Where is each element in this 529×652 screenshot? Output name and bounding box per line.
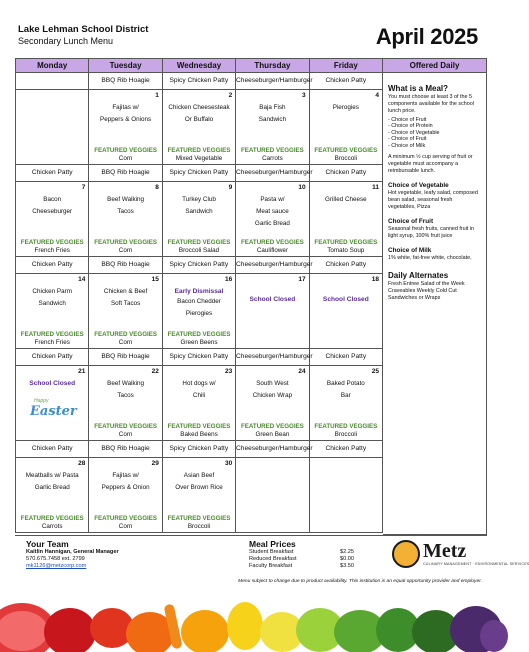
- featured-veggie: French Fries: [34, 247, 70, 254]
- featured-veggie: Green Beens: [180, 339, 218, 346]
- menu-item: Soft Tacos: [110, 300, 141, 307]
- alternates-title: Daily Alternates: [388, 271, 449, 281]
- entree-cell-wednesday: Spicy Chicken Patty: [163, 257, 236, 274]
- day-cell: [89, 366, 162, 441]
- alternates-text: Fresh Entree Salad of the Week Craveables Weekly Cold Cut Sandwiches or Wraps: [388, 281, 465, 302]
- menu-item: Pierogies: [332, 104, 359, 111]
- menu-item: Chicken Cheesesteak: [168, 104, 230, 111]
- featured-veggie: Corn: [118, 247, 133, 254]
- menu-items: [236, 102, 308, 126]
- day-cell: [236, 366, 309, 441]
- entree-cell-friday: Chicken Patty: [310, 441, 383, 458]
- featured-veggie: Carrots: [262, 155, 283, 162]
- day-number: 21: [78, 368, 86, 375]
- day-row: [16, 366, 383, 441]
- entree-cell-thursday: Cheeseburger/Hamburger: [236, 441, 310, 458]
- milk-text: 1% white, fat-free white, chocolate,: [388, 255, 472, 262]
- menu-item: Bar: [340, 392, 351, 399]
- entree-cell-monday: Chicken Patty: [16, 349, 89, 366]
- day-number: 24: [298, 368, 306, 375]
- day-cell: [163, 366, 236, 441]
- day-cell: [163, 90, 236, 165]
- metz-logo: [392, 540, 529, 572]
- featured-veggies-label: FEATURED VEGGIES: [167, 147, 231, 154]
- day-number: 2: [228, 92, 233, 99]
- vegetable-text: Hot vegetable, leafy salad, composed bean salad, seasonal fresh vegetables, Pizza: [388, 190, 478, 211]
- entree-cell-tuesday: BBQ Rib Hoagie: [89, 73, 162, 90]
- featured-veggie: Corn: [118, 523, 133, 530]
- day-cell: [163, 182, 236, 257]
- easter-greeting-small: Happy: [34, 398, 49, 404]
- menu-item: Peppers & Onions: [100, 116, 152, 123]
- day-row: [16, 458, 383, 533]
- entree-cell-thursday: Cheeseburger/Hamburger: [236, 73, 310, 90]
- day-row: [16, 274, 383, 349]
- menu-item: Pasta w/: [260, 196, 285, 203]
- menu-month: April 2025: [375, 24, 478, 49]
- menu-items: [310, 194, 382, 206]
- offered-daily-header: Offered Daily: [383, 59, 486, 73]
- menu-item: Bacon Chedder: [177, 298, 221, 305]
- menu-item: Chicken Wrap: [252, 392, 293, 399]
- meal-title: What is a Meal?: [388, 84, 449, 93]
- phone-number: 570.675.7458 ext. 2799: [26, 556, 85, 562]
- featured-veggie: Cauliflower: [256, 247, 288, 254]
- menu-item: Beef Walking: [107, 380, 145, 387]
- produce-illustration: [0, 586, 500, 647]
- entree-cell-monday: Chicken Patty: [16, 441, 89, 458]
- day-row: [16, 182, 383, 257]
- featured-veggie: Corn: [118, 431, 133, 438]
- entree-cell-friday: Chicken Patty: [310, 349, 383, 366]
- page-header: [0, 0, 500, 60]
- chef-logo-icon: [392, 540, 420, 568]
- menu-items: [163, 296, 235, 320]
- price-row: [249, 563, 354, 570]
- day-cell: [310, 274, 383, 349]
- menu-item: Sandwich: [185, 208, 213, 215]
- entree-cell-tuesday: BBQ Rib Hoagie: [89, 257, 162, 274]
- entree-cell-tuesday: BBQ Rib Hoagie: [89, 349, 162, 366]
- featured-veggie: Green Bean: [255, 431, 290, 438]
- day-number: 18: [371, 276, 380, 283]
- featured-veggies-label: FEATURED VEGGIES: [314, 423, 378, 430]
- menu-item: Meatballs w/ Pasta: [25, 472, 79, 479]
- price-row: [249, 556, 354, 563]
- team-info: [26, 541, 119, 570]
- day-number: 11: [372, 184, 380, 191]
- day-cell: [16, 274, 89, 349]
- team-title: Your Team: [26, 539, 69, 549]
- day-number: 9: [228, 184, 233, 191]
- featured-veggies-label: FEATURED VEGGIES: [241, 147, 304, 154]
- menu-items: [163, 194, 235, 218]
- menu-item: South West: [256, 380, 289, 387]
- featured-veggies-label: FEATURED VEGGIES: [94, 239, 158, 246]
- featured-veggie: Broccoli: [334, 431, 358, 438]
- day-number: 22: [151, 368, 159, 375]
- menu-items: [89, 286, 161, 310]
- entree-row: [16, 165, 383, 182]
- entree-cell-thursday: Cheeseburger/Hamburger: [236, 257, 310, 274]
- day-cell: [163, 274, 236, 349]
- featured-veggie: Corn: [118, 155, 133, 162]
- entree-cell-friday: Chicken Patty: [310, 165, 383, 182]
- menu-item: Baked Potato: [326, 380, 365, 387]
- meal-component: - Choice of Vegetable: [388, 129, 440, 136]
- price-value: $0.00: [340, 556, 354, 562]
- menu-item: Hot dogs w/: [182, 380, 216, 387]
- day-row: [16, 90, 383, 165]
- menu-item: Garlic Bread: [254, 220, 290, 227]
- day-header-friday: Friday: [310, 59, 383, 73]
- logo-tagline: CULINARY MANAGEMENT · ENVIRONMENTAL SERVICES: [423, 562, 529, 566]
- menu-item: Grilled Cheese: [325, 196, 367, 203]
- menu-item: Tacos: [117, 392, 134, 399]
- menu-item: Sandwich: [38, 300, 66, 307]
- menu-item: Chicken & Beef: [103, 288, 148, 295]
- day-cell: [163, 458, 236, 533]
- day-number: 17: [298, 276, 306, 283]
- fruit-text: Seasonal fresh fruits, canned fruit in light syrup, 100% fruit juice: [388, 226, 474, 240]
- day-header-thursday: Thursday: [236, 59, 309, 73]
- day-number: 28: [78, 460, 86, 467]
- menu-item: Peppers & Onion: [101, 484, 150, 491]
- menu-items: [163, 102, 235, 126]
- day-number: 30: [224, 460, 233, 467]
- milk-title: Choice of Milk: [388, 247, 432, 255]
- featured-veggie: French Fries: [34, 339, 70, 346]
- day-number: 3: [302, 92, 306, 99]
- featured-veggies-label: FEATURED VEGGIES: [94, 515, 158, 522]
- featured-veggie: Corn: [118, 339, 133, 346]
- day-number: 1: [155, 92, 159, 99]
- menu-items: [89, 194, 161, 218]
- menu-items: [310, 378, 382, 402]
- day-cell: [16, 458, 89, 533]
- menu-items: [163, 470, 235, 494]
- featured-veggies-label: FEATURED VEGGIES: [94, 147, 158, 154]
- entree-row: [16, 73, 383, 90]
- day-number: 23: [224, 368, 233, 375]
- featured-veggies-label: FEATURED VEGGIES: [167, 331, 231, 338]
- menu-items: [89, 102, 161, 126]
- menu-item: Turkey Club: [182, 196, 216, 203]
- fruit-title: Choice of Fruit: [388, 218, 434, 226]
- meal-component: - Choice of Fruit: [388, 117, 427, 123]
- day-cell: [310, 182, 383, 257]
- price-value: $3.50: [340, 563, 354, 569]
- featured-veggies-label: FEATURED VEGGIES: [167, 515, 231, 522]
- produce-banner-image: [0, 586, 500, 647]
- day-cell: [16, 366, 89, 441]
- day-number: 25: [371, 368, 380, 375]
- menu-item: Garlic Bread: [34, 484, 70, 491]
- entree-cell-monday: Chicken Patty: [16, 165, 89, 182]
- featured-veggie: Broccoli: [187, 523, 211, 530]
- price-row: [249, 549, 354, 556]
- day-number: 10: [298, 184, 306, 191]
- featured-veggies-label: FEATURED VEGGIES: [314, 239, 378, 246]
- meal-components-list: [388, 117, 481, 149]
- easter-greeting: Easter: [30, 404, 77, 419]
- day-number: 4: [375, 92, 380, 99]
- price-label: Reduced Breakfast: [249, 556, 297, 562]
- featured-veggies-label: FEATURED VEGGIES: [20, 331, 84, 338]
- day-note: Early Dismissal: [174, 288, 224, 295]
- featured-veggie: Mixed Vegetable: [175, 155, 223, 162]
- featured-veggie: Broccoli Salad: [178, 247, 220, 254]
- menu-item: Or Buffalo: [184, 116, 214, 123]
- entree-row: [16, 441, 383, 458]
- menu-item: Pierogies: [185, 310, 213, 317]
- entree-cell-wednesday: Spicy Chicken Patty: [163, 73, 236, 90]
- meal-component: - Choice of Milk: [388, 142, 426, 149]
- menu-item: Bacon: [43, 196, 62, 203]
- entree-cell-friday: Chicken Patty: [310, 73, 383, 90]
- menu-item: Sandwich: [258, 116, 287, 123]
- district-name: Lake Lehman School District: [18, 24, 149, 35]
- menu-item: Cheeseburger: [32, 208, 73, 215]
- day-cell: [236, 274, 309, 349]
- prices-title: Meal Prices: [249, 539, 296, 549]
- day-header-row: [16, 59, 383, 73]
- menu-items: [163, 378, 235, 402]
- featured-veggie: Tomato Soup: [327, 247, 365, 254]
- day-cell: [16, 90, 89, 165]
- menu-item: Over Brown Rice: [175, 484, 223, 491]
- day-cell: [310, 458, 383, 533]
- menu-items: [16, 286, 88, 310]
- offered-daily-panel: [383, 58, 487, 535]
- day-header-wednesday: Wednesday: [163, 59, 236, 73]
- price-label: Faculty Breakfast: [249, 563, 293, 569]
- menu-items: [310, 102, 382, 114]
- day-cell: [89, 182, 162, 257]
- logo-wordmark: Metz: [423, 540, 467, 562]
- featured-veggies-label: FEATURED VEGGIES: [167, 423, 231, 430]
- day-cell: [89, 274, 162, 349]
- menu-item: Beef Walking: [107, 196, 145, 203]
- day-cell: [89, 90, 162, 165]
- featured-veggies-label: FEATURED VEGGIES: [314, 147, 378, 154]
- entree-cell-tuesday: BBQ Rib Hoagie: [89, 165, 162, 182]
- menu-item: Meat sauce: [256, 208, 289, 215]
- day-cell: [310, 90, 383, 165]
- entree-cell-wednesday: Spicy Chicken Patty: [163, 165, 236, 182]
- manager-name: Kaitlin Hannigan, General Manager: [26, 549, 119, 555]
- featured-veggies-label: FEATURED VEGGIES: [94, 331, 158, 338]
- featured-veggies-label: FEATURED VEGGIES: [20, 515, 84, 522]
- day-note: School Closed: [29, 380, 76, 387]
- day-cell: [236, 458, 309, 533]
- entree-cell-thursday: Cheeseburger/Hamburger: [236, 165, 310, 182]
- featured-veggies-label: FEATURED VEGGIES: [241, 239, 304, 246]
- menu-item: Fajitas w/: [112, 472, 139, 479]
- day-cell: [89, 458, 162, 533]
- menu-items: [89, 378, 161, 402]
- day-note: School Closed: [322, 296, 369, 303]
- entree-cell-thursday: Cheeseburger/Hamburger: [236, 349, 310, 366]
- entree-cell-wednesday: Spicy Chicken Patty: [163, 349, 236, 366]
- featured-veggie: Carrots: [41, 523, 63, 530]
- day-cell: [16, 182, 89, 257]
- meal-prices: [249, 541, 354, 570]
- entree-cell-wednesday: Spicy Chicken Patty: [163, 441, 236, 458]
- featured-veggies-label: FEATURED VEGGIES: [94, 423, 158, 430]
- day-header-tuesday: Tuesday: [89, 59, 162, 73]
- disclaimer: Menu subject to change due to product availability. This institution is an equal opportunity provider and employer.: [238, 579, 482, 584]
- menu-items: [89, 470, 161, 494]
- featured-veggie: Baked Beens: [180, 431, 218, 438]
- entree-cell-tuesday: BBQ Rib Hoagie: [89, 441, 162, 458]
- entree-row: [16, 349, 383, 366]
- day-number: 16: [224, 276, 233, 283]
- day-cell: [310, 366, 383, 441]
- day-header-monday: Monday: [16, 59, 89, 73]
- featured-veggies-label: FEATURED VEGGIES: [241, 423, 304, 430]
- featured-veggie: Broccoli: [334, 155, 358, 162]
- vegetable-title: Choice of Vegetable: [388, 182, 449, 190]
- day-cell: [236, 182, 309, 257]
- menu-calendar: [15, 58, 383, 533]
- entree-row: [16, 257, 383, 274]
- menu-items: [16, 470, 88, 494]
- day-number: 29: [151, 460, 159, 467]
- day-number: 14: [78, 276, 86, 283]
- price-value: $2.25: [340, 549, 354, 555]
- entree-cell-monday: Chicken Patty: [16, 257, 89, 274]
- day-note: School Closed: [249, 296, 296, 303]
- menu-items: [16, 194, 88, 218]
- menu-items: [236, 378, 308, 402]
- menu-item: Chili: [192, 392, 206, 399]
- menu-item: Fajitas w/: [112, 104, 139, 111]
- meal-component: - Choice of Protein: [388, 123, 433, 130]
- entree-cell-friday: Chicken Patty: [310, 257, 383, 274]
- menu-items: [236, 194, 308, 230]
- email-link[interactable]: mk1126@metzcorp.com: [26, 563, 87, 569]
- meal-note: A minimum ½ cup serving of fruit or vegetable must accompany a reimbursable lunch.: [388, 154, 473, 175]
- menu-item: Tacos: [117, 208, 134, 215]
- day-number: 8: [155, 184, 159, 191]
- price-label: Student Breakfast: [249, 549, 294, 555]
- meal-component: - Choice of Fruit: [388, 136, 427, 143]
- day-cell: [236, 90, 309, 165]
- menu-item: Asian Beef: [183, 472, 215, 479]
- featured-veggies-label: FEATURED VEGGIES: [167, 239, 231, 246]
- meal-intro: You must choose at least 3 of the 5 components available for the school lunch price.: [388, 94, 475, 114]
- featured-veggies-label: FEATURED VEGGIES: [20, 239, 84, 246]
- menu-name: Secondary Lunch Menu: [18, 36, 114, 46]
- menu-item: Baja Fish: [259, 104, 286, 111]
- day-number: 7: [81, 184, 86, 191]
- entree-cell-monday: [16, 73, 89, 90]
- menu-item: Chicken Parm: [32, 288, 72, 295]
- day-number: 15: [151, 276, 159, 283]
